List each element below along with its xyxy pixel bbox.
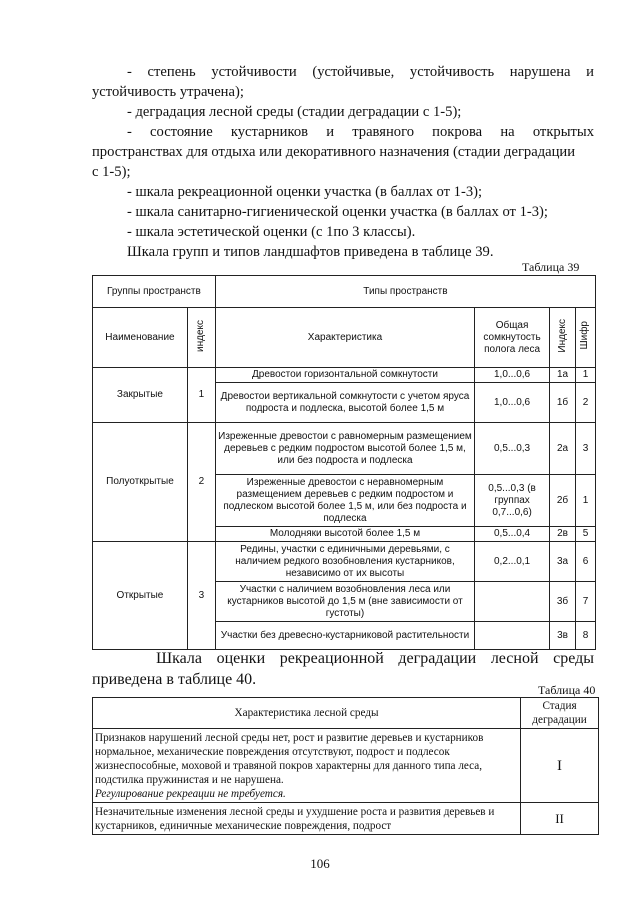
group-index: 3 xyxy=(187,542,215,650)
text-line-9: - шкала эстетической оценки (с 1по 3 классы). xyxy=(127,224,416,240)
row-characteristic: Молодняки высотой более 1,5 м xyxy=(215,527,474,542)
row-density: 0,2...0,1 xyxy=(475,542,550,582)
row-characteristic: Древостои вертикальной сомкнутости с учетом яруса подроста и подлеска, высотой более 1,5 м xyxy=(215,383,474,423)
page-number: 106 xyxy=(310,856,330,871)
row-code: 7 xyxy=(575,582,595,622)
row-code: 8 xyxy=(575,622,595,650)
text-line-6: с 1-5); xyxy=(92,164,131,180)
group-name: Открытые xyxy=(93,542,188,650)
col-characteristic: Характеристика xyxy=(215,308,474,368)
row-characteristic: Редины, участки с единичными деревьями, с наличием редкого возобновления кустарников, независимо от их высоты xyxy=(215,542,474,582)
row-characteristic: Древостои горизонтальной сомкнутости xyxy=(215,368,474,383)
col-stage: Стадия деградации xyxy=(521,698,599,729)
row-characteristic: Участки с наличием возобновления леса или кустарников высотой до 1,5 м (вне зависимости от густоты) xyxy=(215,582,474,622)
stage-row-text: Признаков нарушений лесной среды нет, рост и развитие деревьев и кустарников нормальное, механические повреждения отсутствуют, подрост и подлесок жизнеспособные, моховой и травяной покров характерны для данного типа леса, подстилка пружинистая и не нарушена. xyxy=(95,732,484,786)
row-code: 3 xyxy=(575,423,595,475)
col-environment: Характеристика лесной среды xyxy=(93,698,521,729)
row-density xyxy=(475,622,550,650)
row-density: 0,5...0,3 xyxy=(475,423,550,475)
stage-value: II xyxy=(521,803,599,835)
row-code: 1 xyxy=(575,368,595,383)
text-line-8: - шкала санитарно-гигиенической оценки участка (в баллах от 1-3); xyxy=(127,204,548,220)
row-index: 3а xyxy=(550,542,576,582)
row-density: 0,5...0,3 (в группах 0,7...0,6) xyxy=(475,475,550,527)
row-code: 1 xyxy=(575,475,595,527)
row-characteristic: Участки без древесно-кустарниковой растительности xyxy=(215,622,474,650)
table-40 xyxy=(92,697,599,835)
header-groups: Группы пространств xyxy=(93,276,216,308)
row-index: 2а xyxy=(550,423,576,475)
row-density: 0,5...0,4 xyxy=(475,527,550,542)
row-characteristic: Изреженные древостои с равномерным размещением деревьев с редким подростом высотой более 1,5 м, или без подроста и подлеска xyxy=(215,423,474,475)
group-name: Полуоткрытые xyxy=(93,423,188,542)
row-density: 1,0...0,6 xyxy=(475,368,550,383)
paragraph-table40-intro: Шкала оценки рекреационной деградации лесной среды приведена в таблице 40. xyxy=(92,650,594,688)
table-39 xyxy=(92,275,596,650)
row-code: 5 xyxy=(575,527,595,542)
stage-row-note: Регулирование рекреации не требуется. xyxy=(95,788,286,800)
row-index: 2в xyxy=(550,527,576,542)
group-index: 1 xyxy=(187,368,215,423)
col-code: Шифр xyxy=(575,308,595,368)
table40-caption: Таблица 40 xyxy=(538,683,596,697)
row-code: 6 xyxy=(575,542,595,582)
row-characteristic: Изреженные древостои с неравномерным размещением деревьев с редким подростом и подлеском высотой более 1,5 м, или без подроста и подлеска xyxy=(215,475,474,527)
text-line-1: - степень устойчивости (устойчивые, устойчивость нарушена и xyxy=(127,64,594,80)
text-line-3: - деградация лесной среды (стадии деградации с 1-5); xyxy=(127,104,462,120)
text-line-7: - шкала рекреационной оценки участка (в баллах от 1-3); xyxy=(127,184,483,200)
col-name: Наименование xyxy=(93,308,188,368)
row-index: 3б xyxy=(550,582,576,622)
stage-row-description xyxy=(93,729,521,803)
col-index2: Индекс xyxy=(550,308,576,368)
text-line-2: устойчивость утрачена); xyxy=(92,84,244,100)
text-line-10: Шкала групп и типов ландшафтов приведена в таблице 39. xyxy=(127,244,494,260)
group-name: Закрытые xyxy=(93,368,188,423)
row-index: 3в xyxy=(550,622,576,650)
row-index: 1а xyxy=(550,368,576,383)
col-density: Общая сомкнутость полога леса xyxy=(475,308,550,368)
row-code: 2 xyxy=(575,383,595,423)
stage-row-description xyxy=(93,803,521,835)
row-density: 1,0...0,6 xyxy=(475,383,550,423)
text-line-5: пространствах для отдыха или декоративного назначения (стадии деградации xyxy=(92,144,576,160)
row-index: 2б xyxy=(550,475,576,527)
row-index: 1б xyxy=(550,383,576,423)
group-index: 2 xyxy=(187,423,215,542)
header-types: Типы пространств xyxy=(215,276,595,308)
stage-row-text: Незначительные изменения лесной среды и ухудшение роста и развития деревьев и кустарников, единичные механические повреждения, подрост xyxy=(95,806,495,832)
text-line-4: - состояние кустарников и травяного покрова на открытых xyxy=(127,124,594,140)
col-index: индекс xyxy=(187,308,215,368)
stage-value: I xyxy=(521,729,599,803)
row-density xyxy=(475,582,550,622)
table39-caption: Таблица 39 xyxy=(522,260,580,274)
